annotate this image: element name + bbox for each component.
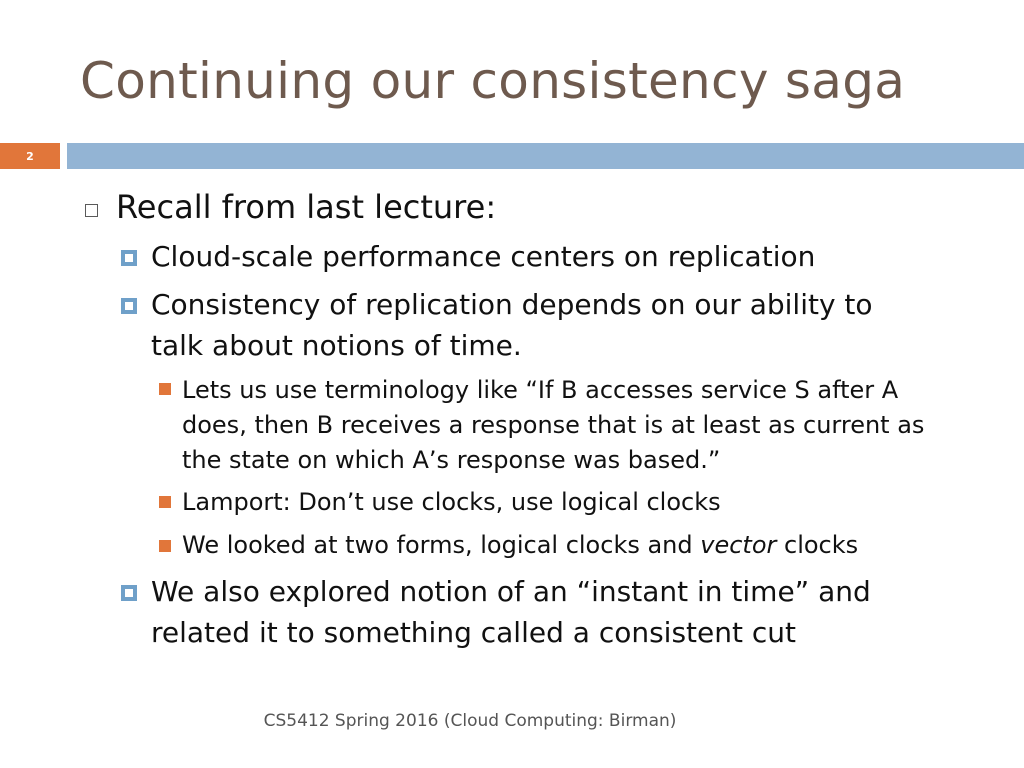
slide-number: 2 — [0, 143, 60, 169]
bullet-instant-line2: related it to something called a consistent cut — [151, 616, 796, 649]
orange-square-bullet-icon — [159, 496, 171, 508]
bullet-terminology-line3: the state on which A’s response was based.” — [182, 446, 721, 474]
bullet-terminology-line1: Lets us use terminology like “If B accesses service S after A — [182, 376, 899, 404]
bullet-recall: Recall from last lecture: — [116, 188, 497, 226]
title-divider-bar — [67, 143, 1024, 169]
blue-square-bullet-icon — [121, 298, 137, 314]
orange-square-bullet-icon — [159, 540, 171, 552]
bullet-cloud-scale: Cloud-scale performance centers on replication — [151, 240, 816, 273]
bullet-two-forms-pre: We looked at two forms, logical clocks and — [182, 531, 701, 559]
bullet-two-forms-emphasis: vector — [700, 531, 777, 559]
blue-square-bullet-icon — [121, 250, 137, 266]
orange-square-bullet-icon — [159, 383, 171, 395]
bullet-consistency-line2: talk about notions of time. — [151, 329, 522, 362]
bullet-lamport: Lamport: Don’t use clocks, use logical clocks — [182, 488, 721, 516]
bullet-two-forms — [182, 531, 858, 559]
slide-footer: CS5412 Spring 2016 (Cloud Computing: Birman) — [263, 711, 677, 731]
bullet-terminology-line2: does, then B receives a response that is at least as current as — [182, 411, 925, 439]
bullet-two-forms-post: clocks — [776, 531, 859, 559]
slide-title: Continuing our consistency saga — [80, 52, 906, 110]
blue-square-bullet-icon — [121, 585, 137, 601]
bullet-instant-line1: We also explored notion of an “instant in time” and — [151, 575, 871, 608]
bullet-consistency-line1: Consistency of replication depends on our ability to — [151, 288, 873, 321]
hollow-square-bullet-icon — [85, 204, 98, 217]
